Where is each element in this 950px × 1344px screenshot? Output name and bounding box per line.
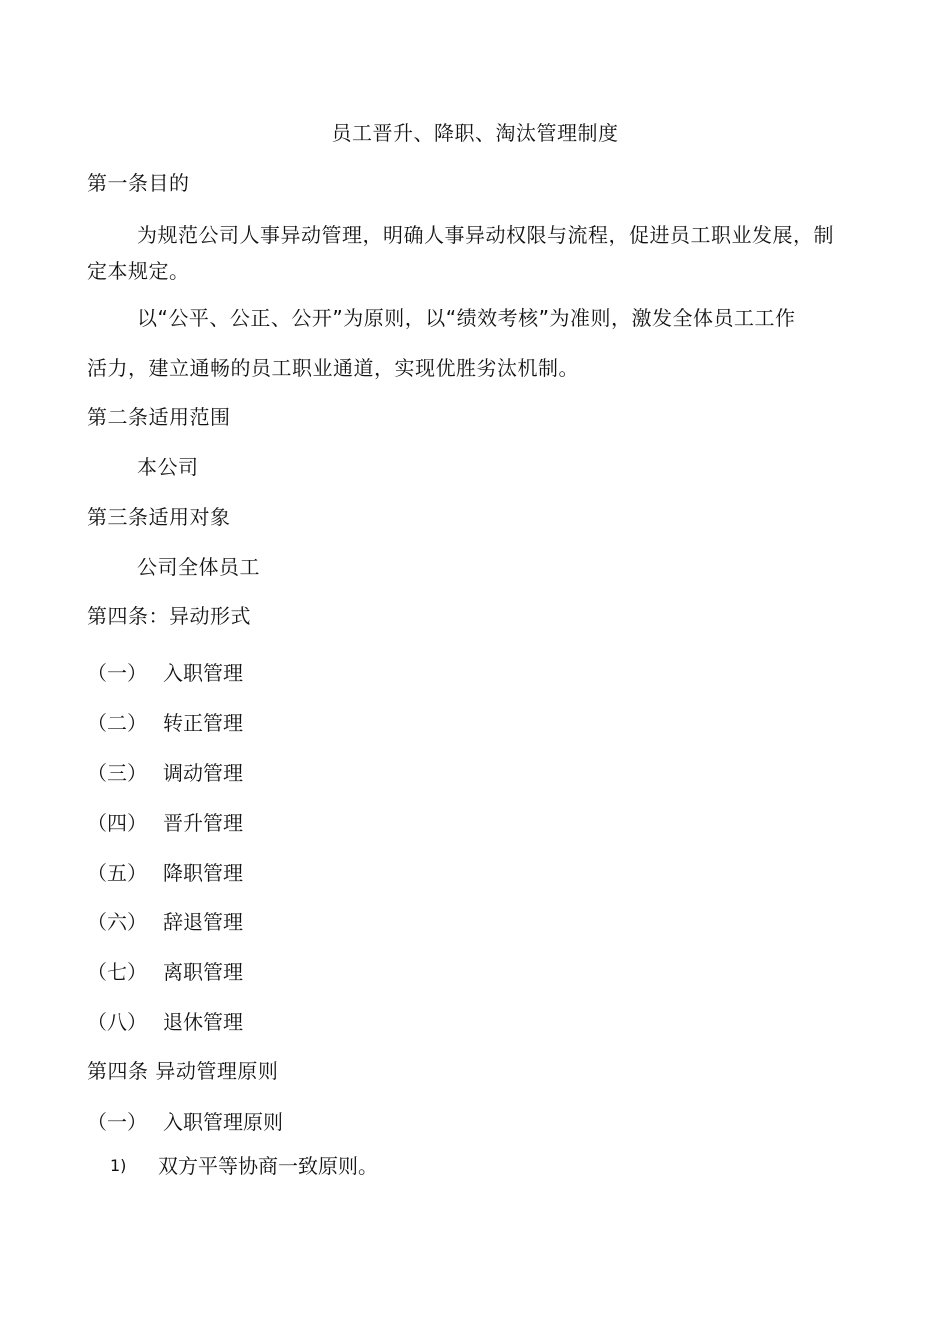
list-item-number: （四） (87, 811, 147, 835)
list-item-text: 退休管理 (163, 1010, 243, 1034)
list-item-text: 转正管理 (163, 711, 243, 735)
sub-list-item-text: 双方平等协商一致原则。 (158, 1154, 378, 1178)
sub-list-item-number: 1) (110, 1156, 127, 1175)
list-item-number: （八） (87, 1010, 147, 1034)
list-item-number: （三） (87, 761, 147, 785)
list-item-text: 辞退管理 (163, 910, 243, 934)
list-item-text: 离职管理 (163, 960, 243, 984)
list-item-number: （七） (87, 960, 147, 984)
list-item-text: 入职管理原则 (163, 1110, 283, 1134)
article-4-heading: 第四条：异动形式 (87, 604, 251, 628)
article-1-heading: 第一条目的 (87, 171, 190, 195)
article-2-heading: 第二条适用范围 (87, 405, 231, 429)
article-3-heading: 第三条适用对象 (87, 505, 231, 529)
list-item-text: 晋升管理 (163, 811, 243, 835)
article-1-para-1-line-2: 定本规定。 (87, 259, 190, 283)
list-item-number: （六） (87, 910, 147, 934)
list-item-number: （一） (87, 661, 147, 685)
article-1-para-2-line-2: 活力，建立通畅的员工职业通道，实现优胜劣汰机制。 (87, 356, 579, 380)
article-2-body: 本公司 (137, 455, 199, 479)
document-title: 员工晋升、降职、淘汰管理制度 (331, 121, 619, 145)
list-item-number: （一） (87, 1110, 147, 1134)
list-item-text: 调动管理 (163, 761, 243, 785)
list-item-number: （五） (87, 861, 147, 885)
article-4b-heading: 第四条 异动管理原则 (87, 1059, 279, 1083)
article-1-para-1-line-1: 为规范公司人事异动管理，明确人事异动权限与流程，促进员工职业发展，制 (137, 223, 834, 247)
list-item-text: 入职管理 (163, 661, 243, 685)
article-3-body: 公司全体员工 (137, 555, 260, 579)
article-1-para-2-line-1: 以“公平、公正、公开”为原则，以“绩效考核”为准则，激发全体员工工作 (137, 306, 796, 330)
list-item-text: 降职管理 (163, 861, 243, 885)
list-item-number: （二） (87, 711, 147, 735)
